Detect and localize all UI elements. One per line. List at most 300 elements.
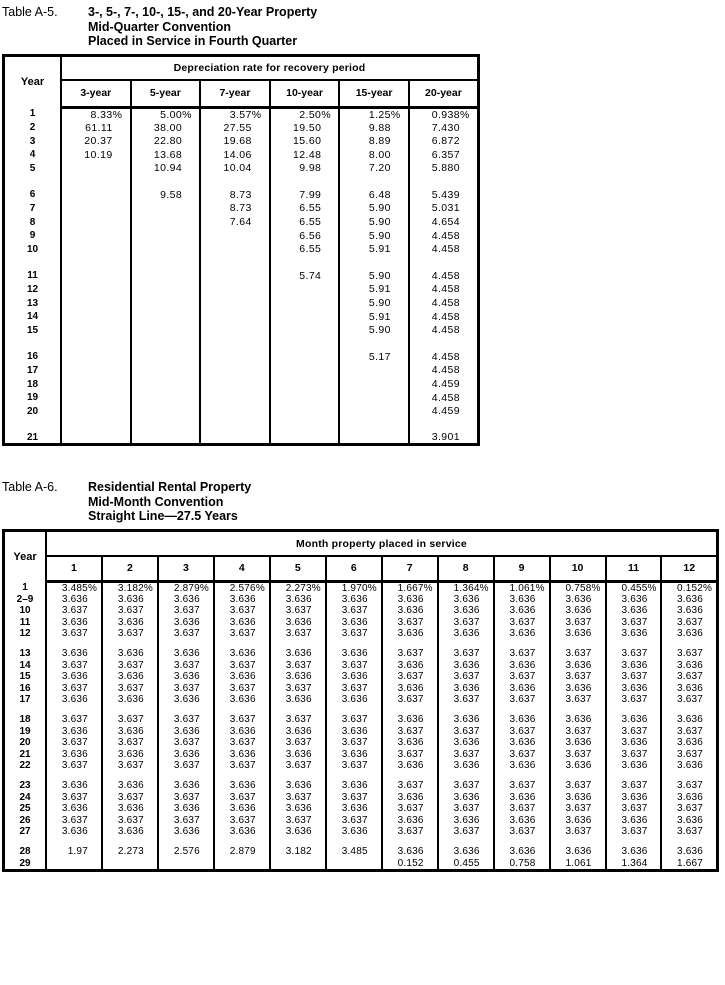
- group-spacer-row: [4, 771, 718, 780]
- value-cell: 3.637: [494, 803, 550, 814]
- value-cell: 3.637: [326, 605, 382, 616]
- group-spacer-row: [4, 837, 718, 846]
- value-cell: 2.576%: [214, 581, 270, 594]
- table-a6-title-block: [2, 480, 725, 524]
- value-cell: [61, 310, 131, 324]
- value-cell: 3.636: [270, 594, 326, 605]
- value-cell: [61, 431, 131, 445]
- value-cell: 3.636: [661, 814, 717, 825]
- value-cell: 3.637: [102, 737, 158, 748]
- column-header: 9: [494, 556, 550, 581]
- value-cell: 3.636: [550, 792, 606, 803]
- year-cell: 11: [27, 270, 38, 282]
- year-cell: 12: [19, 628, 31, 640]
- value-cell: 3.636: [606, 792, 662, 803]
- value-cell: 3.637: [326, 660, 382, 671]
- table-row: [4, 846, 718, 857]
- value-cell: 3.637: [606, 726, 662, 737]
- value-cell: 1.667: [661, 858, 717, 871]
- value-cell: 3.636: [102, 671, 158, 682]
- value-cell: 3.636: [606, 628, 662, 639]
- value-cell: 3.636: [46, 694, 102, 705]
- value-cell: 7.64: [200, 215, 270, 229]
- value-cell: 2.273%: [270, 581, 326, 594]
- value-cell: 5.90: [339, 202, 409, 216]
- value-cell: 4.458: [409, 310, 479, 324]
- value-cell: 4.458: [409, 269, 479, 283]
- value-cell: [200, 404, 270, 418]
- table-row: [4, 760, 718, 771]
- value-cell: 19.68: [200, 134, 270, 148]
- column-header: 5: [270, 556, 326, 581]
- year-cell: 27: [19, 825, 31, 837]
- table-a5-label: Table A-5.: [2, 5, 58, 19]
- value-cell: 3.637: [158, 814, 214, 825]
- value-cell: 3.636: [550, 737, 606, 748]
- column-header: 3-year: [61, 80, 131, 107]
- value-cell: [200, 323, 270, 337]
- table-a6-title-line-3: Straight Line—27.5 Years: [88, 509, 238, 524]
- value-cell: 1.97: [46, 846, 102, 857]
- value-cell: 3.637: [606, 648, 662, 659]
- table-row: [4, 682, 718, 693]
- table-row: [4, 350, 479, 364]
- year-cell: 10: [26, 243, 39, 255]
- value-cell: 3.636: [270, 826, 326, 837]
- value-cell: [200, 350, 270, 364]
- table-row: [4, 581, 718, 594]
- table-row: [4, 391, 479, 405]
- value-cell: 1.364: [606, 858, 662, 871]
- value-cell: 3.636: [550, 682, 606, 693]
- value-cell: 3.637: [270, 605, 326, 616]
- value-cell: 3.636: [102, 648, 158, 659]
- table-row: [4, 780, 718, 791]
- value-cell: 3.637: [382, 648, 438, 659]
- group-spacer-row: [4, 256, 479, 269]
- value-cell: 8.73: [200, 202, 270, 216]
- value-cell: 3.637: [158, 682, 214, 693]
- value-cell: [270, 283, 340, 297]
- table-row: [4, 616, 718, 627]
- value-cell: [200, 431, 270, 445]
- value-cell: 3.637: [102, 760, 158, 771]
- value-cell: 3.636: [214, 803, 270, 814]
- value-cell: 3.636: [438, 846, 494, 857]
- table-a6-section: [2, 480, 725, 871]
- value-cell: 3.637: [326, 737, 382, 748]
- value-cell: [61, 188, 131, 202]
- value-cell: 3.637: [438, 648, 494, 659]
- value-cell: 3.182%: [102, 581, 158, 594]
- value-cell: [200, 310, 270, 324]
- value-cell: 3.182: [270, 846, 326, 857]
- value-cell: 7.430: [409, 121, 479, 135]
- value-cell: [61, 202, 131, 216]
- table-row: [4, 121, 479, 135]
- value-cell: [270, 377, 340, 391]
- value-cell: 3.636: [382, 737, 438, 748]
- value-cell: 1.364%: [438, 581, 494, 594]
- column-header: 10-year: [270, 80, 340, 107]
- year-cell: 1: [22, 581, 28, 593]
- value-cell: [339, 377, 409, 391]
- table-row: [4, 134, 479, 148]
- value-cell: [131, 323, 201, 337]
- value-cell: 27.55: [200, 121, 270, 135]
- value-cell: 3.636: [326, 694, 382, 705]
- value-cell: 5.17: [339, 350, 409, 364]
- value-cell: [131, 202, 201, 216]
- table-row: [4, 605, 718, 616]
- value-cell: 3.637: [214, 792, 270, 803]
- table-a5-header: [4, 56, 479, 108]
- value-cell: [131, 377, 201, 391]
- value-cell: 3.636: [550, 714, 606, 725]
- value-cell: 3.636: [158, 648, 214, 659]
- year-cell: 21: [19, 748, 31, 760]
- table-a6-title-line-2: Mid-Month Convention: [88, 494, 224, 509]
- value-cell: 3.636: [550, 814, 606, 825]
- column-header: 2: [102, 556, 158, 581]
- column-header: 10: [550, 556, 606, 581]
- value-cell: [270, 310, 340, 324]
- value-cell: 3.637: [438, 694, 494, 705]
- value-cell: 3.636: [494, 792, 550, 803]
- year-column-header: Year: [4, 56, 62, 108]
- value-cell: 6.55: [270, 242, 340, 256]
- value-cell: 3.636: [494, 714, 550, 725]
- table-row: [4, 826, 718, 837]
- value-cell: 3.637: [214, 682, 270, 693]
- value-cell: 3.636: [158, 803, 214, 814]
- table-row: [4, 215, 479, 229]
- value-cell: 3.636: [270, 726, 326, 737]
- value-cell: 3.636: [550, 594, 606, 605]
- value-cell: 3.637: [382, 694, 438, 705]
- value-cell: [61, 215, 131, 229]
- table-row: [4, 660, 718, 671]
- value-cell: [200, 229, 270, 243]
- table-row: [4, 283, 479, 297]
- value-cell: [61, 364, 131, 378]
- value-cell: [200, 391, 270, 405]
- value-cell: 3.637: [270, 682, 326, 693]
- year-cell: 10: [19, 605, 31, 617]
- value-cell: 3.636: [494, 814, 550, 825]
- value-cell: [61, 296, 131, 310]
- table-row: [4, 594, 718, 605]
- value-cell: 3.636: [661, 737, 717, 748]
- value-cell: 5.90: [339, 215, 409, 229]
- value-cell: 3.637: [382, 748, 438, 759]
- value-cell: 3.637: [550, 648, 606, 659]
- value-cell: 2.879: [214, 846, 270, 857]
- value-cell: 3.637: [214, 628, 270, 639]
- value-cell: [61, 404, 131, 418]
- column-header: 7: [382, 556, 438, 581]
- column-headers-row: [4, 80, 479, 107]
- value-cell: [270, 404, 340, 418]
- value-cell: [270, 858, 326, 871]
- value-cell: 3.636: [102, 826, 158, 837]
- year-cell: 20: [19, 737, 31, 749]
- value-cell: [200, 269, 270, 283]
- year-cell: 24: [19, 791, 31, 803]
- depreciation-table-a5: [2, 54, 480, 446]
- value-cell: 3.636: [158, 694, 214, 705]
- year-cell: 16: [26, 351, 39, 363]
- year-cell: 14: [26, 311, 39, 323]
- value-cell: 3.637: [494, 616, 550, 627]
- value-cell: 3.637: [270, 814, 326, 825]
- value-cell: 3.636: [382, 760, 438, 771]
- column-header: 12: [661, 556, 717, 581]
- value-cell: 3.636: [102, 594, 158, 605]
- year-cell: 15: [26, 324, 39, 336]
- value-cell: 3.637: [158, 792, 214, 803]
- value-cell: 3.636: [46, 780, 102, 791]
- value-cell: 3.636: [46, 726, 102, 737]
- table-row: [4, 814, 718, 825]
- table-row: [4, 858, 718, 871]
- value-cell: 3.637: [326, 814, 382, 825]
- year-cell: 13: [19, 648, 31, 660]
- value-cell: 3.637: [270, 660, 326, 671]
- table-a6-title-line-1: Residential Rental Property: [88, 480, 252, 495]
- year-cell: 19: [26, 392, 39, 404]
- value-cell: 5.91: [339, 310, 409, 324]
- table-a5-title-line-2: Mid-Quarter Convention: [88, 19, 232, 34]
- value-cell: 3.637: [382, 803, 438, 814]
- value-cell: 3.637: [494, 648, 550, 659]
- value-cell: 3.637: [550, 780, 606, 791]
- value-cell: 3.637: [661, 616, 717, 627]
- value-cell: 3.636: [214, 694, 270, 705]
- column-header: 15-year: [339, 80, 409, 107]
- value-cell: 3.636: [46, 803, 102, 814]
- value-cell: 3.637: [438, 748, 494, 759]
- value-cell: 3.636: [438, 714, 494, 725]
- year-cell: 21: [26, 431, 39, 443]
- value-cell: 3.637: [438, 726, 494, 737]
- value-cell: 3.637: [158, 737, 214, 748]
- column-header: 7-year: [200, 80, 270, 107]
- value-cell: [61, 242, 131, 256]
- table-row: [4, 242, 479, 256]
- table-row: [4, 648, 718, 659]
- value-cell: 3.636: [438, 792, 494, 803]
- value-cell: 0.938%: [409, 107, 479, 121]
- value-cell: 3.637: [606, 748, 662, 759]
- column-header: 3: [158, 556, 214, 581]
- value-cell: 3.637: [46, 814, 102, 825]
- value-cell: 3.637: [102, 714, 158, 725]
- table-row: [4, 714, 718, 725]
- value-cell: 5.90: [339, 296, 409, 310]
- value-cell: 3.637: [158, 660, 214, 671]
- table-row: [4, 202, 479, 216]
- value-cell: [200, 242, 270, 256]
- value-cell: 22.80: [131, 134, 201, 148]
- value-cell: 8.33%: [61, 107, 131, 121]
- value-cell: 3.636: [382, 814, 438, 825]
- value-cell: 3.636: [606, 814, 662, 825]
- group-spacer-row: [4, 175, 479, 188]
- value-cell: 3.637: [494, 780, 550, 791]
- value-cell: 3.636: [438, 682, 494, 693]
- value-cell: [61, 391, 131, 405]
- value-cell: 38.00: [131, 121, 201, 135]
- value-cell: 3.636: [270, 780, 326, 791]
- value-cell: [339, 404, 409, 418]
- value-cell: 5.880: [409, 161, 479, 175]
- value-cell: [200, 377, 270, 391]
- value-cell: [131, 391, 201, 405]
- value-cell: 3.636: [438, 605, 494, 616]
- value-cell: 1.25%: [339, 107, 409, 121]
- year-cell: 26: [19, 814, 31, 826]
- value-cell: 3.637: [661, 671, 717, 682]
- value-cell: 3.636: [606, 660, 662, 671]
- value-cell: 4.458: [409, 350, 479, 364]
- value-cell: 3.637: [46, 660, 102, 671]
- value-cell: [131, 364, 201, 378]
- value-cell: 3.636: [550, 605, 606, 616]
- value-cell: 3.637: [661, 803, 717, 814]
- group-spacer-row: [4, 705, 718, 714]
- value-cell: 3.485%: [46, 581, 102, 594]
- value-cell: 3.637: [550, 694, 606, 705]
- value-cell: 9.98: [270, 161, 340, 175]
- table-row: [4, 671, 718, 682]
- value-cell: 1.061%: [494, 581, 550, 594]
- value-cell: 3.636: [606, 846, 662, 857]
- value-cell: 3.637: [382, 826, 438, 837]
- value-cell: 4.458: [409, 283, 479, 297]
- value-cell: 10.19: [61, 148, 131, 162]
- table-row: [4, 628, 718, 639]
- value-cell: 3.637: [102, 628, 158, 639]
- value-cell: 3.637: [158, 760, 214, 771]
- value-cell: 61.11: [61, 121, 131, 135]
- value-cell: [270, 296, 340, 310]
- value-cell: 3.636: [382, 628, 438, 639]
- value-cell: 4.458: [409, 323, 479, 337]
- value-cell: 3.636: [550, 628, 606, 639]
- value-cell: 3.637: [438, 826, 494, 837]
- value-cell: 7.99: [270, 188, 340, 202]
- value-cell: 3.636: [158, 616, 214, 627]
- value-cell: [61, 269, 131, 283]
- value-cell: 3.636: [214, 671, 270, 682]
- year-cell: 9: [29, 230, 36, 242]
- value-cell: 6.55: [270, 215, 340, 229]
- value-cell: 3.637: [158, 714, 214, 725]
- value-cell: 3.637: [494, 826, 550, 837]
- value-cell: 3.636: [270, 648, 326, 659]
- value-cell: 10.04: [200, 161, 270, 175]
- value-cell: 3.636: [606, 682, 662, 693]
- value-cell: 5.00%: [131, 107, 201, 121]
- value-cell: 3.636: [606, 594, 662, 605]
- year-cell: 29: [19, 857, 31, 869]
- value-cell: 3.636: [326, 748, 382, 759]
- year-cell: 20: [26, 405, 39, 417]
- value-cell: 12.48: [270, 148, 340, 162]
- value-cell: 3.636: [550, 846, 606, 857]
- value-cell: 3.636: [326, 826, 382, 837]
- table-row: [4, 803, 718, 814]
- value-cell: 6.48: [339, 188, 409, 202]
- value-cell: 3.636: [102, 803, 158, 814]
- value-cell: 3.636: [158, 826, 214, 837]
- value-cell: 3.637: [606, 826, 662, 837]
- value-cell: 3.636: [382, 594, 438, 605]
- value-cell: 3.57%: [200, 107, 270, 121]
- value-cell: 3.636: [214, 648, 270, 659]
- value-cell: 3.636: [382, 605, 438, 616]
- value-cell: 3.636: [214, 726, 270, 737]
- value-cell: 6.872: [409, 134, 479, 148]
- value-cell: 3.637: [326, 760, 382, 771]
- value-cell: 3.637: [550, 826, 606, 837]
- value-cell: [61, 350, 131, 364]
- value-cell: [270, 350, 340, 364]
- value-cell: 5.90: [339, 269, 409, 283]
- value-cell: [131, 229, 201, 243]
- value-cell: 3.636: [661, 846, 717, 857]
- year-cell: 15: [19, 671, 31, 683]
- value-cell: 3.637: [326, 792, 382, 803]
- table-row: [4, 229, 479, 243]
- value-cell: 0.455: [438, 858, 494, 871]
- table-a6-body: [4, 581, 718, 870]
- table-row: [4, 161, 479, 175]
- value-cell: 3.636: [326, 616, 382, 627]
- value-cell: 3.636: [158, 726, 214, 737]
- value-cell: 3.636: [102, 780, 158, 791]
- table-a5-title-line-1: 3-, 5-, 7-, 10-, 15-, and 20-Year Property: [88, 5, 318, 19]
- value-cell: [131, 269, 201, 283]
- year-cell: 18: [19, 714, 31, 726]
- column-header: 20-year: [409, 80, 479, 107]
- value-cell: 3.636: [158, 671, 214, 682]
- value-cell: 3.637: [270, 760, 326, 771]
- value-cell: 4.458: [409, 391, 479, 405]
- value-cell: 1.061: [550, 858, 606, 871]
- value-cell: 3.636: [661, 605, 717, 616]
- value-cell: 3.636: [102, 616, 158, 627]
- value-cell: 3.636: [606, 714, 662, 725]
- value-cell: 3.637: [382, 780, 438, 791]
- value-cell: 9.88: [339, 121, 409, 135]
- value-cell: 3.636: [661, 594, 717, 605]
- value-cell: 3.636: [102, 694, 158, 705]
- value-cell: 2.50%: [270, 107, 340, 121]
- group-spacer-row: [4, 639, 718, 648]
- value-cell: 3.637: [438, 780, 494, 791]
- value-cell: [61, 283, 131, 297]
- table-row: [4, 792, 718, 803]
- table-row: [4, 364, 479, 378]
- value-cell: 3.636: [606, 760, 662, 771]
- year-cell: 13: [26, 297, 39, 309]
- value-cell: 10.94: [131, 161, 201, 175]
- year-cell: 2–9: [16, 593, 34, 605]
- value-cell: 3.636: [102, 726, 158, 737]
- year-column-header: Year: [4, 531, 47, 582]
